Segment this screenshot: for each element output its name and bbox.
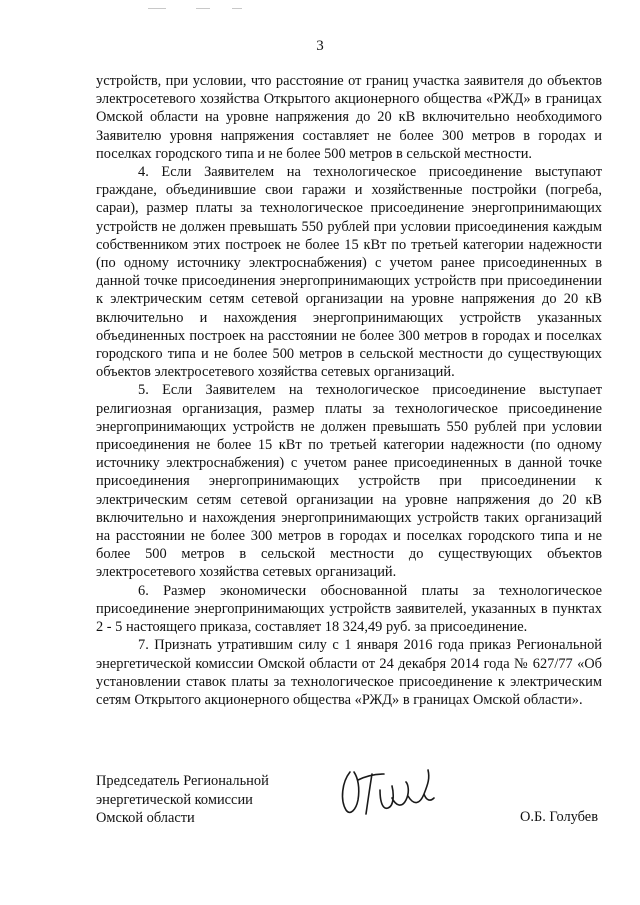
signatory-title-line: энергетической комиссии	[96, 791, 253, 808]
page-number: 3	[316, 38, 324, 54]
paragraph-item-7: 7. Признать утратившим силу с 1 января 2016 года приказ Региональной энергетической комиссии Омской области от 24 декабря 2014 года № 627/77 «Об установлении ставок платы за технологическое присоединение к электрическим сетям Открытого акционерного общества «РЖД» в границах Омской области».	[96, 637, 602, 708]
scan-artifact	[196, 8, 210, 9]
scan-artifact	[232, 8, 242, 9]
paragraph-item-5: 5. Если Заявителем на технологическое присоединение выступает религиозная организация, размер платы за технологическое присоединение энергопринимающих устройств не должен превышать 550 рублей при условии присоединения не более 15 кВт по третьей категории надежности (по одному источнику электроснабжения) с учетом ранее присоединенных в данной точке присоединения энергопринимающих устройств при присоединении к электрическим сетям сетевой организации на уровне напряжения до 20 кВ включительно и нахождения энергопринимающих устройств таких организаций на расстоянии не более 300 метров в городах и поселках городского типа и не более 500 метров в сельской местности до существующих объектов электросетевого хозяйства сетевых организаций.	[96, 382, 602, 581]
paragraph-item-4: 4. Если Заявителем на технологическое присоединение выступают граждане, объединившие свои гаражи и хозяйственные постройки (погреба, сараи), размер платы за технологическое присоединение энергопринимающих устройств не должен превышать 550 рублей при условии присоединения каждым собственником этих построек не более 15 кВт по третьей категории надежности (по одному источнику электроснабжения) с учетом ранее присоединенных в данной точке присоединения энергопринимающих устройств при присоединении к электрическим сетям сетевой организации на уровне напряжения до 20 кВ включительно и нахождения энергопринимающих устройств указанных объединенных построек на расстоянии не более 300 метров в городах и поселках городского типа и не более 500 метров в сельской местности до существующих объектов электросетевого хозяйства сетевых организаций.	[96, 164, 602, 381]
signatory-name: О.Б. Голубев	[519, 809, 598, 825]
signatory-title-line: Председатель Региональной	[96, 773, 269, 789]
document-body	[96, 72, 602, 709]
paragraph-continuation: устройств, при условии, что расстояние от границ участка заявителя до объектов электросетевого хозяйства Открытого акционерного общества «РЖД» в границах Омской области на уровне напряжения до 20 кВ включительно необходимого Заявителю уровня напряжения составляет не более 300 метров в городах и поселках городского типа и не более 500 метров в сельской местности.	[96, 73, 602, 162]
signatory-title-line: Омской области	[96, 810, 195, 826]
handwritten-signature	[336, 760, 446, 820]
signatory-title	[96, 772, 316, 828]
paragraph-item-6: 6. Размер экономически обоснованной платы за технологическое присоединение энергопринимающих устройств заявителей, указанных в пунктах 2 - 5 настоящего приказа, составляет 18 324,49 руб. за присоединение.	[96, 582, 602, 636]
scan-artifact	[148, 8, 166, 9]
